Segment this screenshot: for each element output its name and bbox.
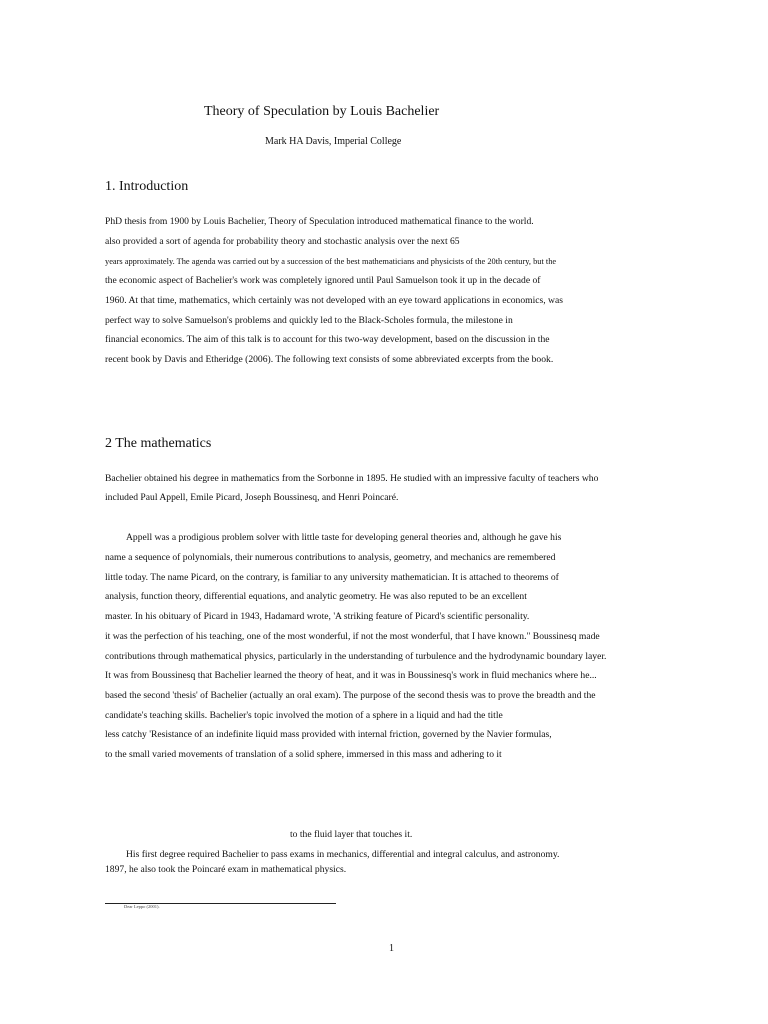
paragraph-line: also provided a sort of agenda for probability theory and stochastic analysis over the next 65 [105,236,460,247]
footnote-text: Dear Leppo (2001). [124,904,160,909]
paragraph-line: little today. The name Picard, on the contrary, is familiar to any university mathematician. It is attached to theorems of [105,572,559,583]
paragraph-line: analysis, function theory, differential equations, and analytic geometry. He was also reputed to be an excellent [105,591,527,602]
paragraph-line: master. In his obituary of Picard in 1943, Hadamard wrote, 'A striking feature of Picard's scientific personality. [105,611,530,622]
paragraph-line: the economic aspect of Bachelier's work was completely ignored until Paul Samuelson took it up in the decade of [105,275,541,286]
page-number: 1 [389,943,394,954]
paragraph-line: PhD thesis from 1900 by Louis Bachelier, Theory of Speculation introduced mathematical finance to the world. [105,216,534,227]
paragraph-line: less catchy 'Resistance of an indefinite liquid mass provided with internal friction, governed by the Navier formulas, [105,729,552,740]
paragraph-line: perfect way to solve Samuelson's problems and quickly led to the Black-Scholes formula, the milestone in [105,315,513,326]
paragraph-line: years approximately. The agenda was carried out by a succession of the best mathematicians and physicists of the 20th century, but the [105,257,557,266]
paragraph-line: candidate's teaching skills. Bachelier's topic involved the motion of a sphere in a liquid and had the title [105,710,503,721]
paragraph-line: It was from Boussinesq that Bachelier learned the theory of heat, and it was in Boussinesq's work in fluid mechanics where he... [105,670,597,681]
paragraph-line: 1897, he also took the Poincaré exam in mathematical physics. [105,864,347,875]
paragraph-line: based the second 'thesis' of Bachelier (actually an oral exam). The purpose of the second thesis was to prove the breadth and the [105,690,596,701]
section-heading-introduction: 1. Introduction [105,179,189,194]
document-title: Theory of Speculation by Louis Bachelier [204,104,440,119]
paragraph-line: name a sequence of polynomials, their numerous contributions to analysis, geometry, and mechanics are remembered [105,552,556,563]
paragraph-line: it was the perfection of his teaching, one of the most wonderful, if not the most wonderful, that I have known." Boussinesq made [105,631,600,642]
paragraph-line: Bachelier obtained his degree in mathematics from the Sorbonne in 1895. He studied with an impressive faculty of teachers who [105,473,599,484]
paragraph-line: contributions through mathematical physics, particularly in the understanding of turbulence and the hydrodynamic boundary layer. [105,651,607,662]
paragraph-line: to the fluid layer that touches it. [290,829,413,840]
paragraph-line: financial economics. The aim of this talk is to account for this two-way development, based on the discussion in the [105,334,550,345]
paragraph-line: 1960. At that time, mathematics, which certainly was not developed with an eye toward applications in economics, was [105,295,563,306]
paragraph-line: His first degree required Bachelier to pass exams in mechanics, differential and integral calculus, and astronomy. [126,849,560,860]
paragraph-line: to the small varied movements of translation of a solid sphere, immersed in this mass and adhering to it [105,749,502,760]
author-line: Mark HA Davis, Imperial College [265,136,402,147]
paragraph-line: included Paul Appell, Emile Picard, Joseph Boussinesq, and Henri Poincaré. [105,492,399,503]
paragraph-line: recent book by Davis and Etheridge (2006). The following text consists of some abbreviated excerpts from the book. [105,354,554,365]
section-heading-mathematics: 2 The mathematics [105,436,212,451]
paragraph-line: Appell was a prodigious problem solver with little taste for developing general theories and, although he gave his [126,532,562,543]
